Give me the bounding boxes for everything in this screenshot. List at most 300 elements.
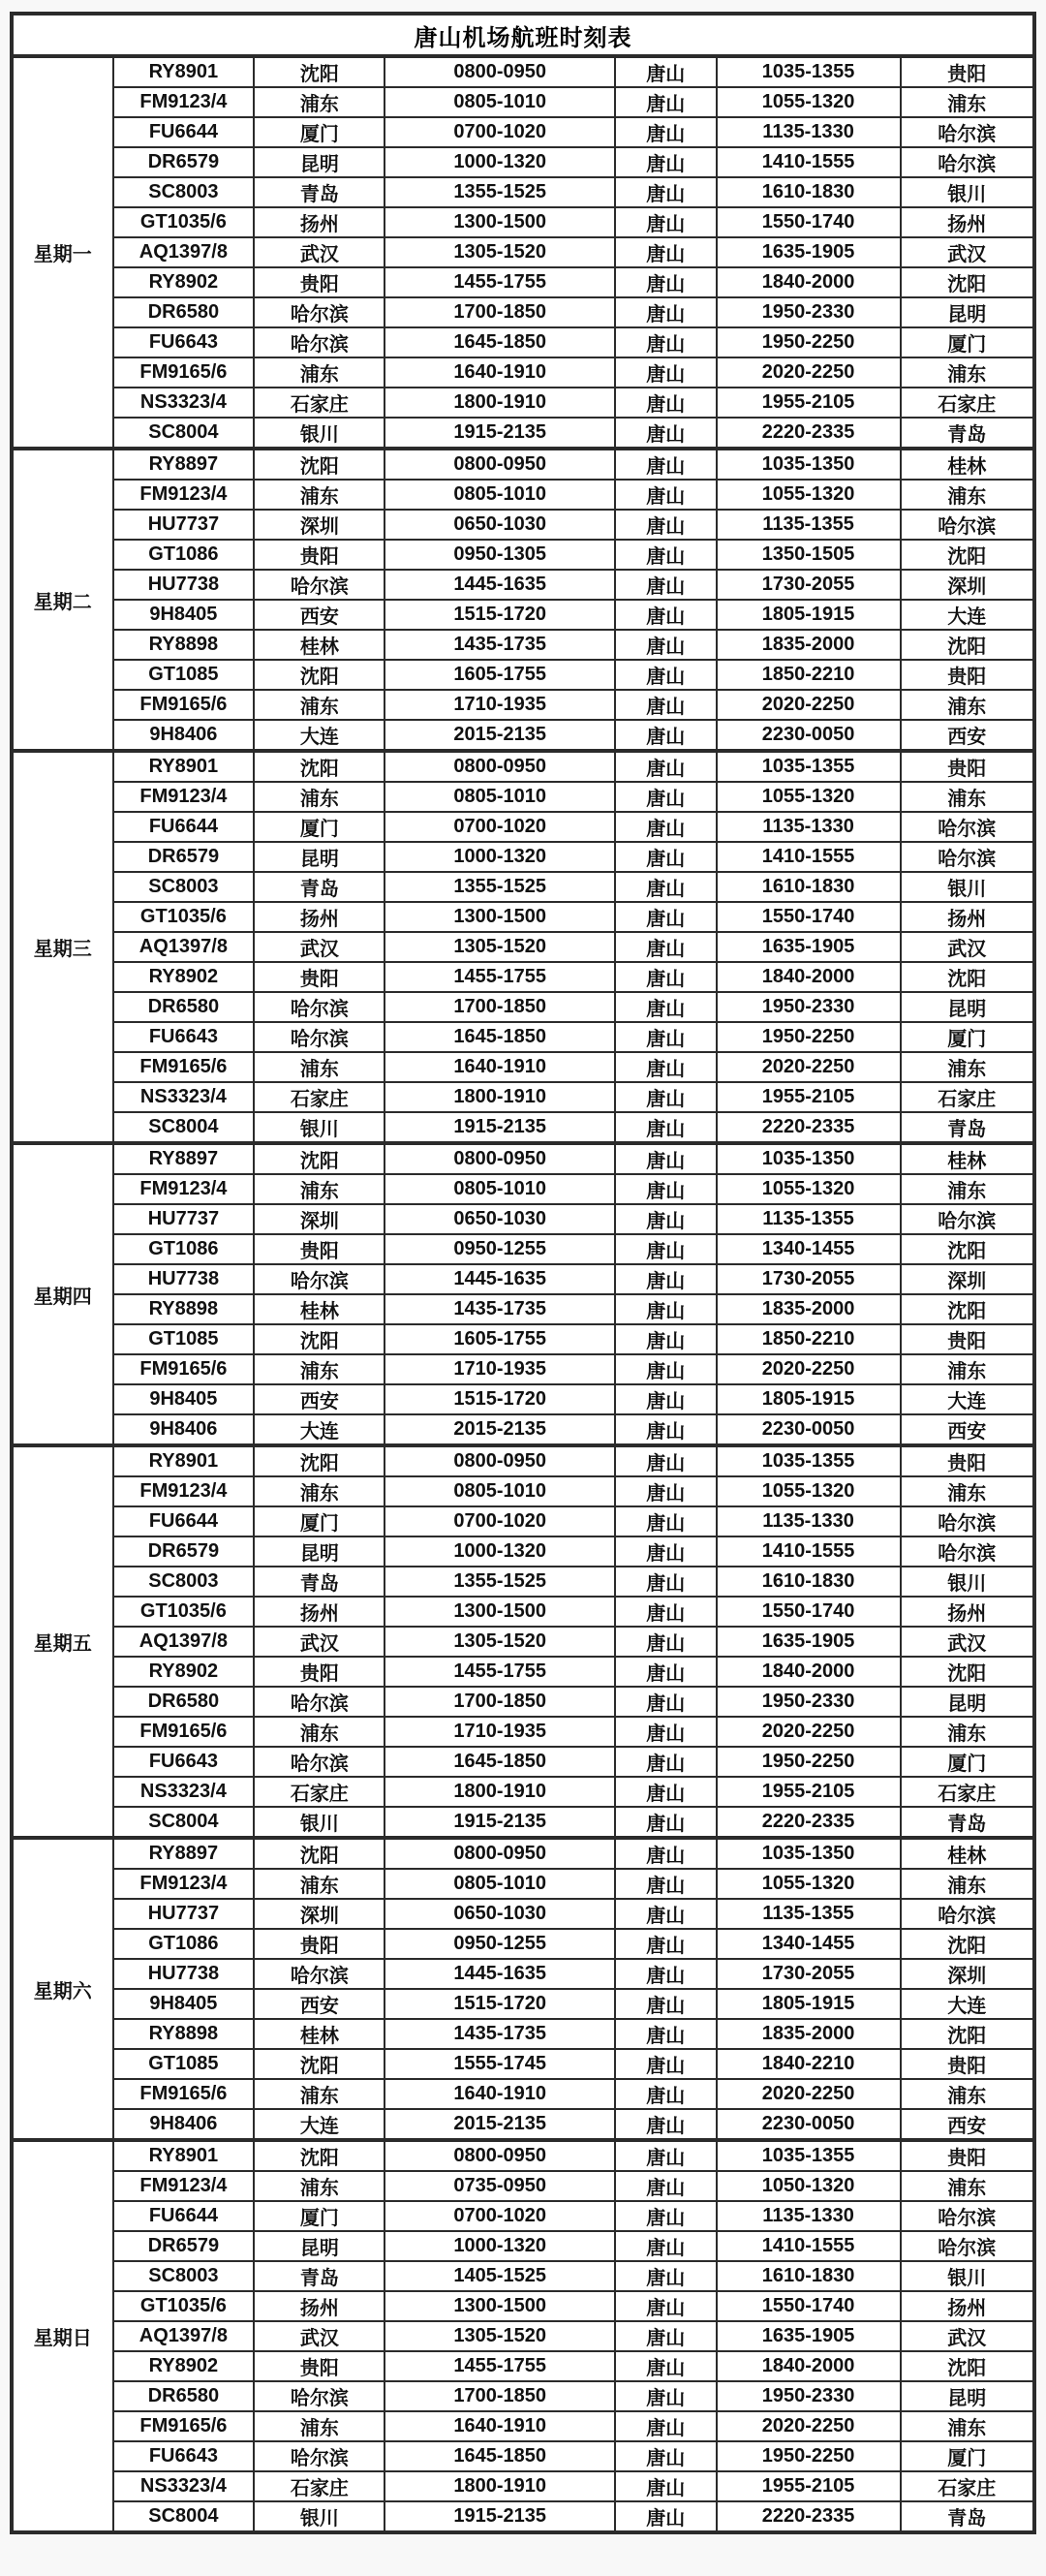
flight-no-cell: 9H8406 xyxy=(113,2109,255,2140)
origin-cell: 贵阳 xyxy=(254,1234,385,1264)
flight-row xyxy=(12,87,1034,117)
flight-row xyxy=(12,480,1034,510)
origin-cell: 桂林 xyxy=(254,630,385,660)
origin-cell: 青岛 xyxy=(254,872,385,902)
destination-cell: 武汉 xyxy=(901,237,1034,267)
flight-row xyxy=(12,630,1034,660)
destination-cell: 厦门 xyxy=(901,327,1034,357)
destination-cell: 青岛 xyxy=(901,1807,1034,1838)
hub-cell: 唐山 xyxy=(615,570,717,600)
destination-cell: 昆明 xyxy=(901,297,1034,327)
flight-row xyxy=(12,1414,1034,1445)
depart-time-cell: 2230-0050 xyxy=(717,1414,901,1445)
arrive-time-cell: 1305-1520 xyxy=(385,932,615,962)
depart-time-cell: 1850-2210 xyxy=(717,660,901,690)
arrive-time-cell: 1915-2135 xyxy=(385,2501,615,2532)
arrive-time-cell: 1800-1910 xyxy=(385,388,615,418)
origin-cell: 厦门 xyxy=(254,117,385,147)
page-title: 唐山机场航班时刻表 xyxy=(12,14,1034,56)
origin-cell: 浦东 xyxy=(254,1052,385,1082)
flight-no-cell: SC8003 xyxy=(113,1567,255,1597)
depart-time-cell: 2220-2335 xyxy=(717,1807,901,1838)
destination-cell: 哈尔滨 xyxy=(901,1536,1034,1567)
arrive-time-cell: 0800-0950 xyxy=(385,1838,615,1869)
depart-time-cell: 1055-1320 xyxy=(717,1174,901,1204)
hub-cell: 唐山 xyxy=(615,1082,717,1112)
origin-cell: 银川 xyxy=(254,1807,385,1838)
origin-cell: 浦东 xyxy=(254,1174,385,1204)
flight-row xyxy=(12,2019,1034,2049)
origin-cell: 沈阳 xyxy=(254,2140,385,2171)
depart-time-cell: 1805-1915 xyxy=(717,600,901,630)
flight-no-cell: NS3323/4 xyxy=(113,2471,255,2501)
hub-cell: 唐山 xyxy=(615,2231,717,2261)
depart-time-cell: 1805-1915 xyxy=(717,1989,901,2019)
flight-no-cell: SC8004 xyxy=(113,2501,255,2532)
hub-cell: 唐山 xyxy=(615,690,717,720)
flight-no-cell: NS3323/4 xyxy=(113,1082,255,1112)
flight-row xyxy=(12,1294,1034,1324)
destination-cell: 昆明 xyxy=(901,1687,1034,1717)
arrive-time-cell: 1710-1935 xyxy=(385,1354,615,1384)
hub-cell: 唐山 xyxy=(615,510,717,540)
destination-cell: 沈阳 xyxy=(901,1234,1034,1264)
destination-cell: 贵阳 xyxy=(901,1445,1034,1476)
flight-no-cell: FM9123/4 xyxy=(113,782,255,812)
origin-cell: 浦东 xyxy=(254,1717,385,1747)
arrive-time-cell: 0805-1010 xyxy=(385,1174,615,1204)
hub-cell: 唐山 xyxy=(615,1052,717,1082)
arrive-time-cell: 1700-1850 xyxy=(385,2381,615,2411)
arrive-time-cell: 1455-1755 xyxy=(385,2351,615,2381)
flight-row xyxy=(12,1747,1034,1777)
hub-cell: 唐山 xyxy=(615,1294,717,1324)
depart-time-cell: 1410-1555 xyxy=(717,2231,901,2261)
hub-cell: 唐山 xyxy=(615,237,717,267)
flight-no-cell: FM9123/4 xyxy=(113,87,255,117)
depart-time-cell: 1410-1555 xyxy=(717,842,901,872)
hub-cell: 唐山 xyxy=(615,1264,717,1294)
flight-row xyxy=(12,902,1034,932)
flight-row xyxy=(12,1717,1034,1747)
arrive-time-cell: 0805-1010 xyxy=(385,782,615,812)
origin-cell: 桂林 xyxy=(254,1294,385,1324)
flight-row xyxy=(12,147,1034,177)
destination-cell: 浦东 xyxy=(901,1354,1034,1384)
depart-time-cell: 1035-1355 xyxy=(717,2140,901,2171)
arrive-time-cell: 1445-1635 xyxy=(385,1264,615,1294)
destination-cell: 贵阳 xyxy=(901,751,1034,782)
origin-cell: 浦东 xyxy=(254,1476,385,1506)
destination-cell: 厦门 xyxy=(901,1022,1034,1052)
origin-cell: 石家庄 xyxy=(254,1082,385,1112)
destination-cell: 石家庄 xyxy=(901,1777,1034,1807)
flight-row xyxy=(12,1384,1034,1414)
flight-row xyxy=(12,872,1034,902)
flight-no-cell: FU6643 xyxy=(113,2441,255,2471)
destination-cell: 浦东 xyxy=(901,690,1034,720)
depart-time-cell: 1730-2055 xyxy=(717,570,901,600)
arrive-time-cell: 1000-1320 xyxy=(385,842,615,872)
depart-time-cell: 1635-1905 xyxy=(717,932,901,962)
depart-time-cell: 1950-2330 xyxy=(717,1687,901,1717)
hub-cell: 唐山 xyxy=(615,751,717,782)
hub-cell: 唐山 xyxy=(615,2321,717,2351)
hub-cell: 唐山 xyxy=(615,2471,717,2501)
flight-no-cell: SC8004 xyxy=(113,418,255,449)
depart-time-cell: 1340-1455 xyxy=(717,1929,901,1959)
origin-cell: 浦东 xyxy=(254,782,385,812)
flight-row xyxy=(12,2381,1034,2411)
destination-cell: 哈尔滨 xyxy=(901,147,1034,177)
depart-time-cell: 1840-2210 xyxy=(717,2049,901,2079)
flight-row xyxy=(12,570,1034,600)
arrive-time-cell: 0805-1010 xyxy=(385,1476,615,1506)
flight-row xyxy=(12,1899,1034,1929)
flight-row xyxy=(12,1174,1034,1204)
flight-row xyxy=(12,2140,1034,2171)
arrive-time-cell: 1555-1745 xyxy=(385,2049,615,2079)
flight-row xyxy=(12,992,1034,1022)
hub-cell: 唐山 xyxy=(615,1657,717,1687)
arrive-time-cell: 1455-1755 xyxy=(385,962,615,992)
depart-time-cell: 1635-1905 xyxy=(717,2321,901,2351)
hub-cell: 唐山 xyxy=(615,147,717,177)
flight-no-cell: 9H8406 xyxy=(113,720,255,751)
hub-cell: 唐山 xyxy=(615,2441,717,2471)
destination-cell: 哈尔滨 xyxy=(901,1506,1034,1536)
depart-time-cell: 1135-1330 xyxy=(717,812,901,842)
flight-no-cell: RY8901 xyxy=(113,56,255,87)
origin-cell: 厦门 xyxy=(254,2201,385,2231)
hub-cell: 唐山 xyxy=(615,812,717,842)
origin-cell: 大连 xyxy=(254,720,385,751)
flight-no-cell: RY8897 xyxy=(113,449,255,480)
arrive-time-cell: 1355-1525 xyxy=(385,872,615,902)
origin-cell: 武汉 xyxy=(254,237,385,267)
arrive-time-cell: 1455-1755 xyxy=(385,1657,615,1687)
destination-cell: 桂林 xyxy=(901,1143,1034,1174)
flight-row xyxy=(12,812,1034,842)
hub-cell: 唐山 xyxy=(615,1324,717,1354)
flight-no-cell: GT1085 xyxy=(113,1324,255,1354)
depart-time-cell: 1035-1350 xyxy=(717,1838,901,1869)
origin-cell: 浦东 xyxy=(254,1869,385,1899)
flight-no-cell: RY8901 xyxy=(113,2140,255,2171)
arrive-time-cell: 0700-1020 xyxy=(385,1506,615,1536)
destination-cell: 浦东 xyxy=(901,782,1034,812)
arrive-time-cell: 1000-1320 xyxy=(385,2231,615,2261)
depart-time-cell: 1410-1555 xyxy=(717,147,901,177)
origin-cell: 西安 xyxy=(254,600,385,630)
flight-no-cell: FM9165/6 xyxy=(113,1052,255,1082)
hub-cell: 唐山 xyxy=(615,1959,717,1989)
hub-cell: 唐山 xyxy=(615,630,717,660)
flight-row xyxy=(12,1052,1034,1082)
flight-no-cell: RY8901 xyxy=(113,751,255,782)
flight-row xyxy=(12,2049,1034,2079)
flight-row xyxy=(12,2351,1034,2381)
flight-no-cell: 9H8405 xyxy=(113,1384,255,1414)
arrive-time-cell: 1355-1525 xyxy=(385,1567,615,1597)
flight-no-cell: DR6579 xyxy=(113,842,255,872)
depart-time-cell: 1035-1355 xyxy=(717,56,901,87)
destination-cell: 浦东 xyxy=(901,87,1034,117)
flight-row xyxy=(12,357,1034,388)
arrive-time-cell: 1515-1720 xyxy=(385,1989,615,2019)
arrive-time-cell: 1515-1720 xyxy=(385,1384,615,1414)
depart-time-cell: 1840-2000 xyxy=(717,962,901,992)
flight-row xyxy=(12,2501,1034,2532)
arrive-time-cell: 1700-1850 xyxy=(385,297,615,327)
hub-cell: 唐山 xyxy=(615,418,717,449)
hub-cell: 唐山 xyxy=(615,872,717,902)
hub-cell: 唐山 xyxy=(615,1022,717,1052)
hub-cell: 唐山 xyxy=(615,1989,717,2019)
day-cell: 星期六 xyxy=(12,1838,113,2140)
origin-cell: 武汉 xyxy=(254,1627,385,1657)
depart-time-cell: 2020-2250 xyxy=(717,1717,901,1747)
destination-cell: 厦门 xyxy=(901,1747,1034,1777)
flight-no-cell: FM9123/4 xyxy=(113,1869,255,1899)
depart-time-cell: 1730-2055 xyxy=(717,1264,901,1294)
hub-cell: 唐山 xyxy=(615,842,717,872)
arrive-time-cell: 2015-2135 xyxy=(385,720,615,751)
origin-cell: 厦门 xyxy=(254,812,385,842)
depart-time-cell: 2230-0050 xyxy=(717,2109,901,2140)
destination-cell: 青岛 xyxy=(901,2501,1034,2532)
hub-cell: 唐山 xyxy=(615,267,717,297)
flight-row xyxy=(12,418,1034,449)
flight-no-cell: FU6644 xyxy=(113,812,255,842)
flight-no-cell: 9H8405 xyxy=(113,1989,255,2019)
flight-row xyxy=(12,782,1034,812)
flight-row xyxy=(12,1777,1034,1807)
depart-time-cell: 2220-2335 xyxy=(717,1112,901,1143)
depart-time-cell: 1550-1740 xyxy=(717,902,901,932)
destination-cell: 哈尔滨 xyxy=(901,812,1034,842)
depart-time-cell: 2230-0050 xyxy=(717,720,901,751)
title-row xyxy=(12,14,1034,56)
hub-cell: 唐山 xyxy=(615,782,717,812)
flight-row xyxy=(12,1959,1034,1989)
hub-cell: 唐山 xyxy=(615,1112,717,1143)
flight-no-cell: GT1035/6 xyxy=(113,2291,255,2321)
flight-no-cell: RY8902 xyxy=(113,962,255,992)
hub-cell: 唐山 xyxy=(615,962,717,992)
origin-cell: 石家庄 xyxy=(254,2471,385,2501)
flight-row xyxy=(12,1022,1034,1052)
flight-row xyxy=(12,327,1034,357)
flight-no-cell: RY8902 xyxy=(113,267,255,297)
origin-cell: 深圳 xyxy=(254,1204,385,1234)
hub-cell: 唐山 xyxy=(615,1777,717,1807)
flight-no-cell: FM9165/6 xyxy=(113,2411,255,2441)
hub-cell: 唐山 xyxy=(615,1869,717,1899)
flight-row xyxy=(12,1989,1034,2019)
origin-cell: 浦东 xyxy=(254,1354,385,1384)
origin-cell: 青岛 xyxy=(254,1567,385,1597)
arrive-time-cell: 1800-1910 xyxy=(385,1082,615,1112)
arrive-time-cell: 1445-1635 xyxy=(385,570,615,600)
destination-cell: 贵阳 xyxy=(901,1324,1034,1354)
depart-time-cell: 1550-1740 xyxy=(717,207,901,237)
arrive-time-cell: 0800-0950 xyxy=(385,449,615,480)
origin-cell: 昆明 xyxy=(254,1536,385,1567)
flight-no-cell: DR6579 xyxy=(113,1536,255,1567)
arrive-time-cell: 1305-1520 xyxy=(385,2321,615,2351)
flight-no-cell: RY8897 xyxy=(113,1838,255,1869)
depart-time-cell: 1135-1330 xyxy=(717,1506,901,1536)
origin-cell: 浦东 xyxy=(254,2079,385,2109)
destination-cell: 昆明 xyxy=(901,2381,1034,2411)
arrive-time-cell: 0800-0950 xyxy=(385,1143,615,1174)
flight-no-cell: AQ1397/8 xyxy=(113,237,255,267)
origin-cell: 桂林 xyxy=(254,2019,385,2049)
flight-row xyxy=(12,2321,1034,2351)
origin-cell: 昆明 xyxy=(254,2231,385,2261)
hub-cell: 唐山 xyxy=(615,2079,717,2109)
arrive-time-cell: 1405-1525 xyxy=(385,2261,615,2291)
destination-cell: 昆明 xyxy=(901,992,1034,1022)
origin-cell: 厦门 xyxy=(254,1506,385,1536)
flight-no-cell: FU6644 xyxy=(113,1506,255,1536)
origin-cell: 武汉 xyxy=(254,2321,385,2351)
flight-no-cell: HU7737 xyxy=(113,1899,255,1929)
arrive-time-cell: 1640-1910 xyxy=(385,1052,615,1082)
hub-cell: 唐山 xyxy=(615,177,717,207)
depart-time-cell: 2020-2250 xyxy=(717,1052,901,1082)
arrive-time-cell: 1000-1320 xyxy=(385,1536,615,1567)
depart-time-cell: 1950-2330 xyxy=(717,297,901,327)
destination-cell: 浦东 xyxy=(901,480,1034,510)
flight-row xyxy=(12,660,1034,690)
flight-no-cell: HU7737 xyxy=(113,1204,255,1234)
flight-no-cell: FU6644 xyxy=(113,2201,255,2231)
hub-cell: 唐山 xyxy=(615,1838,717,1869)
origin-cell: 浦东 xyxy=(254,2411,385,2441)
origin-cell: 哈尔滨 xyxy=(254,570,385,600)
depart-time-cell: 1610-1830 xyxy=(717,1567,901,1597)
destination-cell: 沈阳 xyxy=(901,2019,1034,2049)
flight-no-cell: GT1085 xyxy=(113,2049,255,2079)
destination-cell: 贵阳 xyxy=(901,660,1034,690)
day-cell: 星期五 xyxy=(12,1445,113,1838)
flight-row xyxy=(12,540,1034,570)
arrive-time-cell: 0800-0950 xyxy=(385,56,615,87)
arrive-time-cell: 0800-0950 xyxy=(385,751,615,782)
origin-cell: 哈尔滨 xyxy=(254,327,385,357)
flight-row xyxy=(12,1627,1034,1657)
flight-row xyxy=(12,1929,1034,1959)
flight-row xyxy=(12,2079,1034,2109)
flight-no-cell: HU7738 xyxy=(113,1264,255,1294)
depart-time-cell: 2020-2250 xyxy=(717,357,901,388)
flight-row xyxy=(12,1597,1034,1627)
depart-time-cell: 1135-1355 xyxy=(717,510,901,540)
arrive-time-cell: 0950-1255 xyxy=(385,1929,615,1959)
destination-cell: 深圳 xyxy=(901,1959,1034,1989)
destination-cell: 浦东 xyxy=(901,2079,1034,2109)
flight-no-cell: FM9123/4 xyxy=(113,1476,255,1506)
flight-no-cell: FM9123/4 xyxy=(113,2171,255,2201)
hub-cell: 唐山 xyxy=(615,480,717,510)
origin-cell: 贵阳 xyxy=(254,1929,385,1959)
flight-no-cell: GT1035/6 xyxy=(113,1597,255,1627)
arrive-time-cell: 1300-1500 xyxy=(385,902,615,932)
arrive-time-cell: 1645-1850 xyxy=(385,2441,615,2471)
destination-cell: 浦东 xyxy=(901,1052,1034,1082)
arrive-time-cell: 0650-1030 xyxy=(385,1204,615,1234)
destination-cell: 哈尔滨 xyxy=(901,117,1034,147)
arrive-time-cell: 1300-1500 xyxy=(385,207,615,237)
destination-cell: 银川 xyxy=(901,2261,1034,2291)
flight-row xyxy=(12,2471,1034,2501)
hub-cell: 唐山 xyxy=(615,1929,717,1959)
depart-time-cell: 1055-1320 xyxy=(717,87,901,117)
destination-cell: 深圳 xyxy=(901,570,1034,600)
hub-cell: 唐山 xyxy=(615,660,717,690)
destination-cell: 浦东 xyxy=(901,1476,1034,1506)
origin-cell: 哈尔滨 xyxy=(254,1022,385,1052)
flight-no-cell: RY8901 xyxy=(113,1445,255,1476)
destination-cell: 石家庄 xyxy=(901,1082,1034,1112)
flight-row xyxy=(12,1143,1034,1174)
flight-row xyxy=(12,1687,1034,1717)
hub-cell: 唐山 xyxy=(615,87,717,117)
depart-time-cell: 1835-2000 xyxy=(717,630,901,660)
day-cell: 星期二 xyxy=(12,449,113,751)
arrive-time-cell: 1915-2135 xyxy=(385,1112,615,1143)
arrive-time-cell: 1000-1320 xyxy=(385,147,615,177)
flight-no-cell: AQ1397/8 xyxy=(113,2321,255,2351)
destination-cell: 扬州 xyxy=(901,1597,1034,1627)
flight-no-cell: FM9165/6 xyxy=(113,690,255,720)
destination-cell: 扬州 xyxy=(901,207,1034,237)
origin-cell: 哈尔滨 xyxy=(254,297,385,327)
origin-cell: 深圳 xyxy=(254,1899,385,1929)
depart-time-cell: 2220-2335 xyxy=(717,418,901,449)
day-cell: 星期四 xyxy=(12,1143,113,1445)
origin-cell: 哈尔滨 xyxy=(254,1264,385,1294)
flight-no-cell: AQ1397/8 xyxy=(113,1627,255,1657)
arrive-time-cell: 1800-1910 xyxy=(385,2471,615,2501)
arrive-time-cell: 1445-1635 xyxy=(385,1959,615,1989)
hub-cell: 唐山 xyxy=(615,1747,717,1777)
day-cell: 星期日 xyxy=(12,2140,113,2532)
depart-time-cell: 1055-1320 xyxy=(717,1869,901,1899)
arrive-time-cell: 1305-1520 xyxy=(385,1627,615,1657)
flight-row xyxy=(12,842,1034,872)
flight-no-cell: RY8898 xyxy=(113,1294,255,1324)
arrive-time-cell: 0800-0950 xyxy=(385,2140,615,2171)
flight-row xyxy=(12,2231,1034,2261)
arrive-time-cell: 1700-1850 xyxy=(385,1687,615,1717)
origin-cell: 贵阳 xyxy=(254,540,385,570)
origin-cell: 深圳 xyxy=(254,510,385,540)
arrive-time-cell: 1435-1735 xyxy=(385,2019,615,2049)
arrive-time-cell: 1710-1935 xyxy=(385,690,615,720)
flight-no-cell: FU6643 xyxy=(113,1747,255,1777)
hub-cell: 唐山 xyxy=(615,2201,717,2231)
hub-cell: 唐山 xyxy=(615,600,717,630)
hub-cell: 唐山 xyxy=(615,1414,717,1445)
arrive-time-cell: 0735-0950 xyxy=(385,2171,615,2201)
destination-cell: 银川 xyxy=(901,177,1034,207)
flight-row xyxy=(12,690,1034,720)
flight-no-cell: 9H8405 xyxy=(113,600,255,630)
flight-row xyxy=(12,1082,1034,1112)
